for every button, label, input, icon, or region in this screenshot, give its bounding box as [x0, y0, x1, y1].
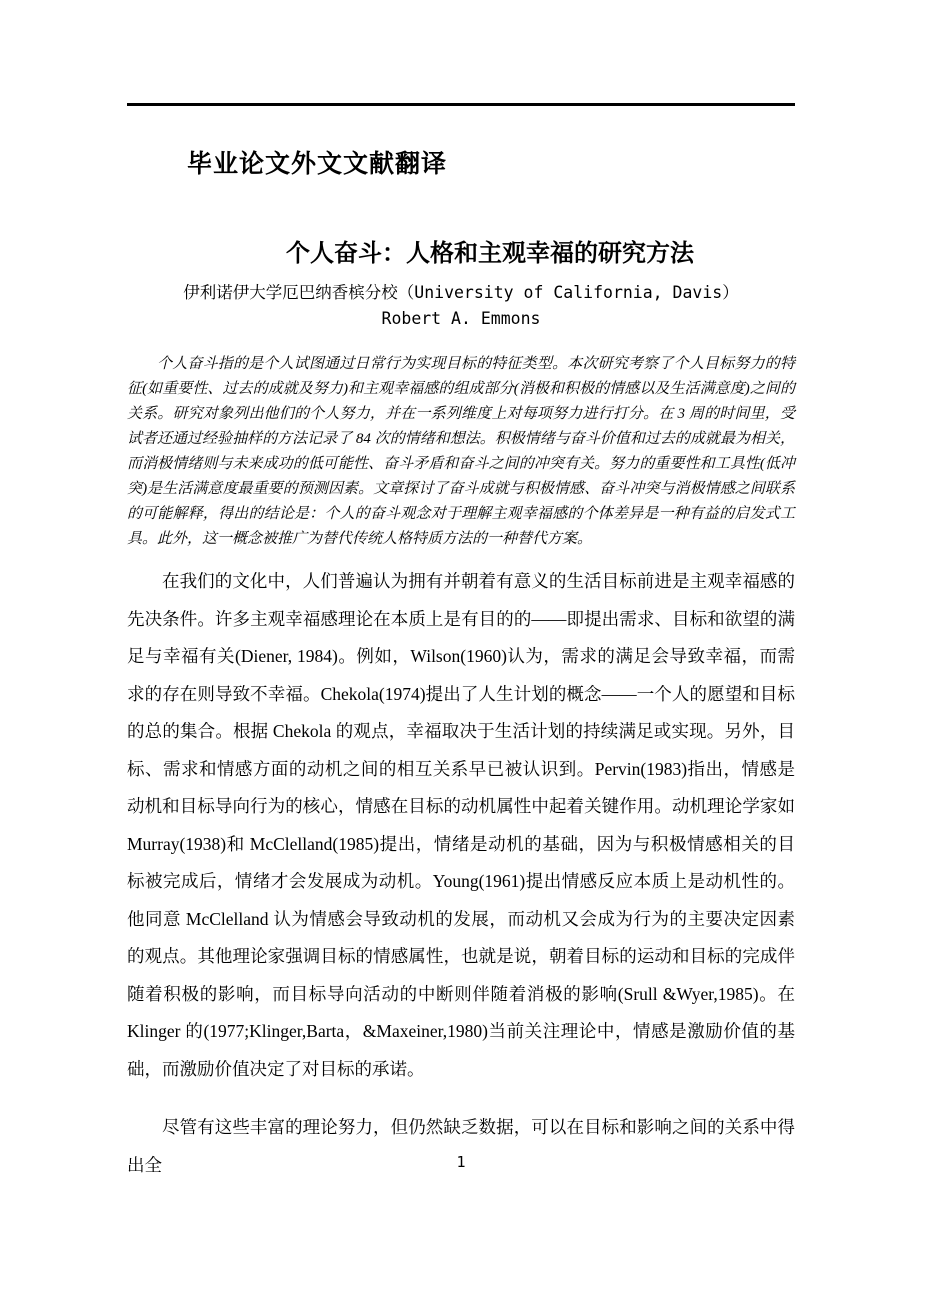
byline [127, 280, 795, 332]
article-title: 个人奋斗：人格和主观幸福的研究方法 [286, 240, 694, 268]
page-number: 1 [456, 1153, 466, 1171]
header-rule [127, 103, 795, 106]
abstract-paragraph: 个人奋斗指的是个人试图通过日常行为实现目标的特征类型。本次研究考察了个人目标努力的特征(如重要性、过去的成就及努力)和主观幸福感的组成部分(消极和积极的情感以及生活满意度)之间的关系。研究对象列出他们的个人努力，并在一系列维度上对每项努力进行打分。在 3 周的时间里，受试者还通过经验抽样的方法记录了 84 次的情绪和想法。积极情绪与奋斗价值和过去的成就最为相关，而消极情绪则与未来成功的低可能性、奋斗矛盾和奋斗之间的冲突有关。努力的重要性和工具性(低冲突)是生活满意度最重要的预测因素。文章探讨了奋斗成就与积极情感、奋斗冲突与消极情感之间联系的可能解释，得出的结论是：个人的奋斗观念对于理解主观幸福感的个体差异是一种有益的启发式工具。此外，这一概念被推广为替代传统人格特质方法的一种替代方案。 [127, 356, 795, 547]
body-paragraph-2: 尽管有这些丰富的理论努力，但仍然缺乏数据，可以在目标和影响之间的关系中得出全 [127, 1117, 795, 1175]
author-line: Robert A. Emmons [381, 309, 541, 328]
body-paragraph-1: 在我们的文化中，人们普遍认为拥有并朝着有意义的生活目标前进是主观幸福感的先决条件。许多主观幸福感理论在本质上是有目的的——即提出需求、目标和欲望的满足与幸福有关(Diener, 1984)。例如，Wilson(1960)认为，需求的满足会导致幸福，而需求的存在则导致不幸福。Chekola(1974)提出了人生计划的概念——一个人的愿望和目标的总的集合。根据 Chekola 的观点，幸福取决于生活计划的持续满足或实现。另外，目标、需求和情感方面的动机之间的相互关系早已被认识到。Pervin(1983)指出，情感是动机和目标导向行为的核心，情感在目标的动机属性中起着关键作用。动机理论学家如 Murray(1938)和 McClelland(1985)提出，情绪是动机的基础，因为与积极情感相关的目标被完成后，情绪才会发展成为动机。Young(1961)提出情感反应本质上是动机性的。他同意 McClelland 认为情感会导致动机的发展，而动机又会成为行为的主要决定因素的观点。其他理论家强调目标的情感属性，也就是说，朝着目标的运动和目标的完成伴随着积极的影响，而目标导向活动的中断则伴随着消极的影响(Srull &Wyer,1985)。在 Klinger 的(1977;Klinger,Barta，&Maxeiner,1980)当前关注理论中，情感是激励价值的基础，而激励价值决定了对目标的承诺。 [127, 571, 795, 1079]
affiliation-line: 伊利诺伊大学厄巴纳香槟分校（University of California, Davis） [183, 283, 739, 302]
doc-type-title: 毕业论文外文文献翻译 [187, 150, 448, 178]
body-text [127, 563, 795, 1184]
